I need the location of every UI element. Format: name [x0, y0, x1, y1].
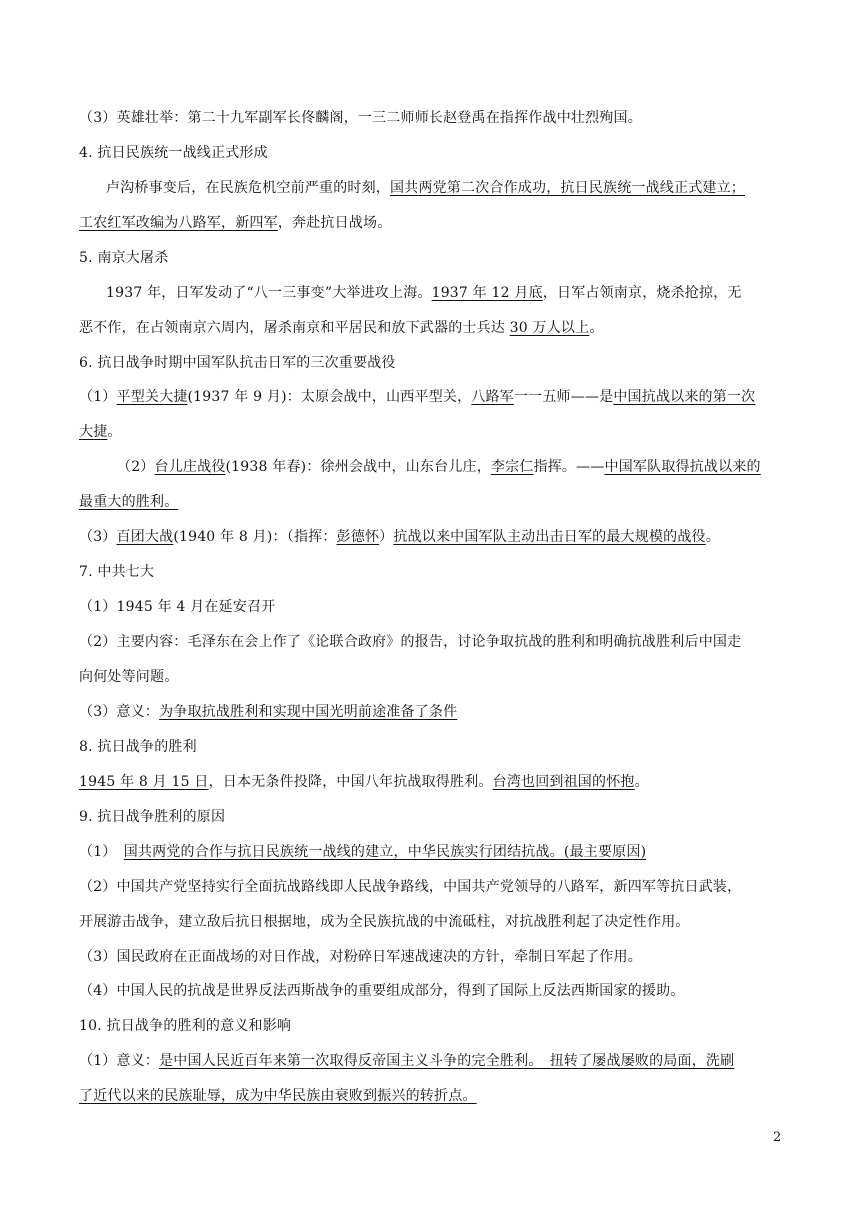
section-heading [79, 737, 785, 757]
underlined-key-phrase: 台湾也回到祖国的怀抱 [492, 774, 635, 790]
text-segment: 8. 抗日战争的胜利 [79, 739, 197, 755]
text-segment: ，日军占领南京，烧杀抢掠，无 [542, 285, 742, 301]
text-segment: 5. 南京大屠杀 [79, 250, 169, 266]
page-number: 2 [773, 1130, 782, 1145]
underlined-key-phrase: 为争取抗战胜利和实现中国光明前途准备了条件 [159, 704, 458, 720]
text-segment: （3）国民政府在正面战场的对日作战，对粉碎日军速战速决的方针，牵制日军起了作用。 [79, 949, 642, 965]
text-segment: （2） [117, 459, 155, 475]
underlined-key-phrase: 中国抗战以来的第一次 [613, 389, 756, 405]
text-line [79, 877, 785, 897]
text-line [106, 283, 812, 303]
text-segment: 一一五师——是 [513, 389, 614, 405]
section-heading [79, 807, 785, 827]
text-segment: （2）主要内容：毛泽东在会上作了《论联合政府》的报告，讨论争取抗战的胜利和明确抗战胜利后中国走 [79, 634, 742, 650]
text-segment: （3）意义： [79, 704, 160, 720]
text-line [79, 318, 785, 338]
text-line [79, 597, 785, 617]
text-line [79, 422, 785, 442]
text-segment: 9. 抗日战争胜利的原因 [79, 809, 226, 825]
text-segment: （2）中国共产党坚持实行全面抗战路线即人民战争路线，中国共产党领导的八路军，新四军等抗日武装， [79, 879, 742, 895]
underlined-key-phrase: 国共两党的合作与抗日民族统一战线的建立，中华民族实行团结抗战。(最主要原因) [123, 844, 647, 860]
underlined-key-phrase: 工农红军改编为八路军，新四军 [79, 215, 278, 231]
text-segment: ，日本无条件投降，中国八年抗战取得胜利。 [208, 774, 493, 790]
underlined-key-phrase: 1937 年 12 月底 [431, 285, 543, 301]
text-segment: 1937 年，日军发动了“八一三事变”大举进攻上海。 [106, 285, 432, 301]
text-segment: （4）中国人民的抗战是世界反法西斯战争的重要组成部分，得到了国际上反法西斯国家的援助。 [79, 983, 685, 999]
text-segment: ） [379, 529, 394, 545]
underlined-key-phrase: 中国军队取得抗战以来的 [604, 459, 761, 475]
text-segment: 4. 抗日民族统一战线正式形成 [79, 145, 268, 161]
text-line [79, 492, 785, 512]
text-segment: (1937 年 9 月)：太原会战中，山西平型关， [187, 389, 472, 405]
underlined-key-phrase: 大捷 [79, 424, 108, 440]
text-segment: (1938 年春)：徐州会战中，山东台儿庄， [225, 459, 491, 475]
section-heading [79, 353, 785, 373]
text-segment: 开展游击战争，建立敌后抗日根据地，成为全民族抗战的中流砥柱，对抗战胜利起了决定性作用。 [79, 914, 690, 930]
text-line [79, 387, 785, 407]
text-line [79, 702, 785, 722]
text-segment: 恶不作，在占领南京六周内，屠杀南京和平居民和放下武器的士兵达 [79, 320, 510, 336]
text-segment: 。 [705, 529, 720, 545]
text-segment: 6. 抗日战争时期中国军队抗击日军的三次重要战役 [79, 355, 396, 371]
underlined-key-phrase: 是中国人民近百年来第一次取得反帝国主义斗争的完全胜利。 扭转了屡战屡败的局面，洗刷 [159, 1053, 735, 1069]
text-segment: 指挥。—— [533, 459, 605, 475]
text-segment: 10. 抗日战争的胜利的意义和影响 [79, 1018, 292, 1034]
text-segment: （3）英雄壮举：第二十九军副军长佟麟阁，一三二师师长赵登禹在指挥作战中壮烈殉国。 [79, 110, 642, 126]
text-line [79, 842, 785, 862]
text-segment: 。 [107, 424, 122, 440]
text-segment: （3） [79, 529, 117, 545]
text-line [79, 947, 785, 967]
underlined-key-phrase: 台儿庄战役 [154, 459, 226, 475]
underlined-key-phrase: 平型关大捷 [116, 389, 188, 405]
text-segment: 。 [634, 774, 649, 790]
underlined-key-phrase: 最重大的胜利。 [79, 494, 179, 510]
text-segment: ，奔赴抗日战场。 [277, 215, 392, 231]
text-line [79, 981, 785, 1001]
section-heading [79, 562, 785, 582]
text-segment: （1） [79, 389, 117, 405]
text-line [79, 632, 785, 652]
text-line [79, 912, 785, 932]
text-line [106, 178, 812, 198]
underlined-key-phrase: 彭德怀 [336, 529, 380, 545]
underlined-key-phrase: 百团大战 [116, 529, 174, 545]
text-segment: 。 [589, 320, 604, 336]
text-segment: （1） [79, 844, 124, 860]
text-segment: （1）1945 年 4 月在延安召开 [79, 599, 276, 615]
text-line [79, 667, 785, 687]
text-line [79, 772, 785, 792]
text-line [79, 1086, 785, 1106]
underlined-key-phrase: 抗战以来中国军队主动出击日军的最大规模的战役 [393, 529, 706, 545]
section-heading [79, 1016, 785, 1036]
text-segment: (1940 年 8 月)：（指挥： [173, 529, 337, 545]
text-segment: （1）意义： [79, 1053, 160, 1069]
underlined-key-phrase: 了近代以来的民族耻辱，成为中华民族由衰败到振兴的转折点。 [79, 1088, 477, 1104]
underlined-key-phrase: 30 万人以上 [509, 320, 590, 336]
underlined-key-phrase: 李宗仁 [490, 459, 534, 475]
text-line [79, 527, 785, 547]
text-line [79, 108, 785, 128]
underlined-key-phrase: 国共两党第二次合作成功，抗日民族统一战线正式建立； [390, 180, 745, 196]
text-line [79, 1051, 785, 1071]
text-line [117, 457, 823, 477]
text-segment: 向何处等问题。 [79, 669, 179, 685]
text-segment: 卢沟桥事变后，在民族危机空前严重的时刻， [106, 180, 390, 196]
section-heading [79, 143, 785, 163]
text-segment: 7. 中共七大 [79, 564, 155, 580]
text-line [79, 213, 785, 233]
underlined-key-phrase: 八路军 [471, 389, 514, 405]
section-heading [79, 248, 785, 268]
underlined-key-phrase: 1945 年 8 月 15 日 [79, 774, 209, 790]
